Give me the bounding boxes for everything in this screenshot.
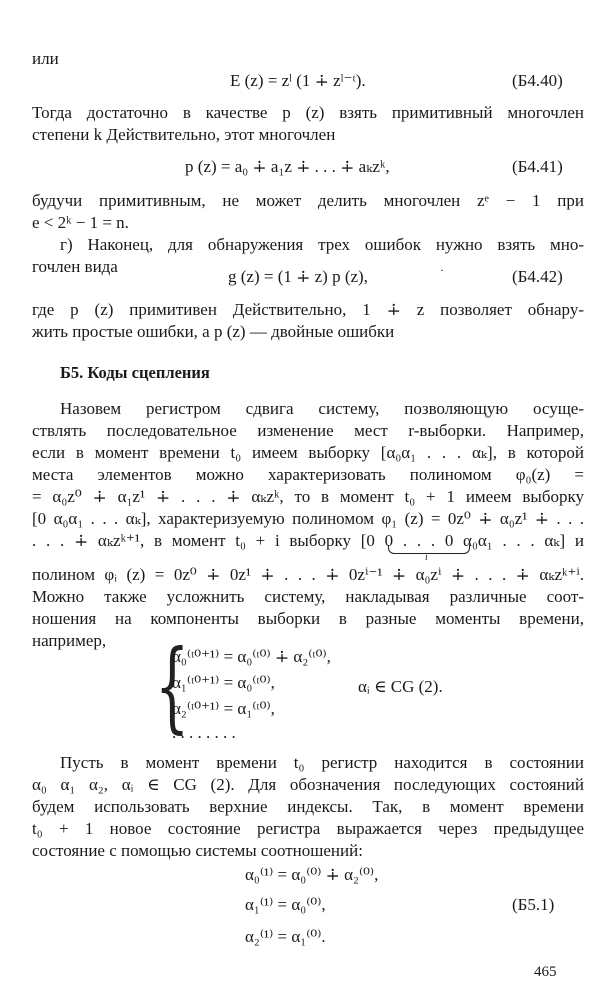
paragraph-line: α₀ α₁ α₂, αᵢ ∈ CG (2). Для обозначения последующих состояний: [32, 775, 584, 794]
system-condition: αᵢ ∈ CG (2).: [358, 677, 443, 696]
system-line: α₁⁽ᵗ⁰⁺¹⁾ = α₀⁽ᵗ⁰⁾,: [172, 673, 275, 692]
paragraph-line: если в момент времени t₀ имеем выборку [α₀α₁ . . . αₖ], в которой: [32, 443, 584, 462]
paragraph-line: гочлен вида: [32, 257, 118, 276]
paragraph-line: где p (z) примитивен Действительно, 1 ∔ z позволяет обнару-: [32, 300, 584, 319]
equation-b4-42: g (z) = (1 ∔ z) p (z),: [228, 267, 368, 286]
underbrace: [388, 545, 470, 554]
system-line: . . . . . . . .: [172, 723, 236, 742]
paragraph-line: жить простые ошибки, а p (z) — двойные ошибки: [32, 322, 395, 341]
system-left-brace: {: [155, 630, 190, 744]
system-line: α₂⁽ᵗ⁰⁺¹⁾ = α₁⁽ᵗ⁰⁾,: [172, 699, 275, 718]
equation-b5-1-line: α₁⁽¹⁾ = α₀⁽⁰⁾,: [245, 895, 326, 914]
paragraph-line: например,: [32, 631, 107, 650]
paragraph-line: ношения на компоненты выборки в разные моменты времени,: [32, 609, 584, 628]
equation-number-b5-1: (Б5.1): [512, 895, 555, 914]
equation-b4-40: E (z) = zˡ (1 ∔ zˡ⁻ᵗ).: [230, 71, 366, 90]
underbrace-label: i: [425, 552, 428, 563]
paragraph-line: ствлять последовательное изменение мест r-выборки. Например,: [32, 421, 584, 440]
paragraph-line: г) Наконец, для обнаружения трех ошибок нужно взять мно-: [60, 235, 584, 254]
paragraph-line: степени k Действительно, этот многочлен: [32, 125, 336, 144]
equation-b5-1-line: α₂⁽¹⁾ = α₁⁽⁰⁾.: [245, 927, 326, 946]
page-number: 465: [534, 964, 557, 980]
paragraph-line: Тогда достаточно в качестве p (z) взять примитивный многочлен: [32, 103, 584, 122]
paragraph-line: Назовем регистром сдвига систему, позволяющую осуще-: [60, 399, 584, 418]
paragraph-line: t₀ + 1 новое состояние регистра выражается через предыдущее: [32, 819, 584, 838]
paragraph-line: [0 α₀α₁ . . . αₖ], характеризуемую полиномом φ₁ (z) = 0z⁰ ∔ α₀z¹ ∔ . . .: [32, 509, 584, 528]
paragraph-line: Можно также усложнить систему, накладывая различные соот-: [32, 587, 584, 606]
paragraph-line: = α₀z⁰ ∔ α₁z¹ ∔ . . . ∔ αₖzᵏ, то в момент t₀ + 1 имеем выборку: [32, 487, 584, 506]
section-heading: Б5. Коды сцепления: [60, 363, 210, 382]
paragraph-line: будем использовать верхние индексы. Так, в момент времени: [32, 797, 584, 816]
paragraph-line: . . . ∔ αₖzᵏ⁺¹, в момент t₀ + i выборку [0 0 . . . 0 α₀α₁ . . . αₖ] и: [32, 531, 584, 550]
paragraph-line: Пусть в момент времени t₀ регистр находится в состоянии: [60, 753, 584, 772]
paragraph-line: e < 2ᵏ − 1 = n.: [32, 213, 129, 232]
print-speck: ·: [440, 263, 444, 277]
equation-number-b4-42: (Б4.42): [512, 267, 563, 286]
paragraph-line: будучи примитивным, не может делить многочлен zᵉ − 1 при: [32, 191, 584, 210]
system-line: α₀⁽ᵗ⁰⁺¹⁾ = α₀⁽ᵗ⁰⁾ ∔ α₂⁽ᵗ⁰⁾,: [172, 647, 331, 666]
intro-word: или: [32, 49, 59, 68]
paragraph-line: состояние с помощью системы соотношений:: [32, 841, 363, 860]
equation-number-b4-40: (Б4.40): [512, 71, 563, 90]
equation-number-b4-41: (Б4.41): [512, 157, 563, 176]
equation-b4-41: p (z) = a₀ ∔ a₁z ∔ . . . ∔ aₖzᵏ,: [185, 157, 390, 176]
paragraph-line: полином φᵢ (z) = 0z⁰ ∔ 0z¹ ∔ . . . ∔ 0zⁱ⁻¹ ∔ α₀zⁱ ∔ . . . ∔ αₖzᵏ⁺ⁱ.: [32, 565, 584, 584]
paragraph-line: места элементов можно характеризовать полиномом φ₀(z) =: [32, 465, 584, 484]
equation-b5-1-line: α₀⁽¹⁾ = α₀⁽⁰⁾ ∔ α₂⁽⁰⁾,: [245, 865, 379, 884]
